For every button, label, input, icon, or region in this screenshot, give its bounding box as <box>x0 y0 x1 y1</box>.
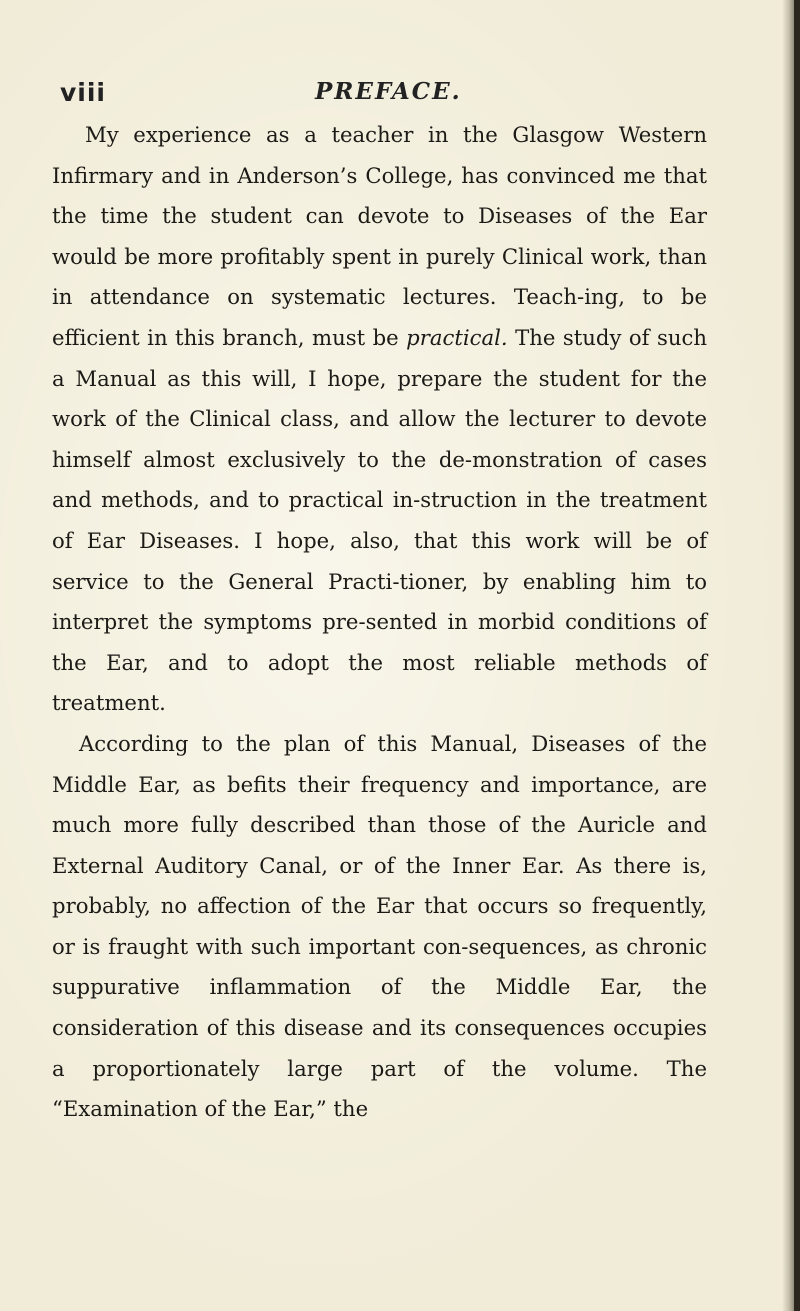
paragraph-1-text-b: The study of such a Manual as this will, I hope, prepare the student for the work of the Clinical class, and allow the lecturer to devote himself almost exclusively to the de-monstration of cases and methods, and to practical in-struction in the treatment of Ear Diseases. I hope, also, that this work will be of service to the General Practi-tioner, by enabling him to interpret the symptoms pre-sented in morbid conditions of the Ear, and to adopt the most reliable methods of treatment. <box>52 324 707 716</box>
page-number: viii <box>60 78 107 107</box>
page-edge <box>794 0 800 1311</box>
paragraph-1-text-a: My experience as a teacher in the Glasgow Western Infirmary and in Anderson’s College, has convinced me that the time the student can devote to Diseases of the Ear would be more profitably spent in purely Clinical work, than in attendance on systematic lectures. Teach-ing, to be efficient in this branch, must be <box>52 122 707 350</box>
emphasis-practical: practical. <box>406 324 508 350</box>
paragraph-2: According to the plan of this Manual, Diseases of the Middle Ear, as befits their frequency and importance, are much more fully described than those of the Auricle and External Auditory Canal, or of the Inner Ear. As there is, probably, no affection of the Ear that occurs so frequently, or is fraught with such important con-sequences, as chronic suppurative inflammation of the Middle Ear, the consideration of this disease and its consequences occupies a proportionately large part of the volume. The “Examination of the Ear,” the <box>52 730 707 1122</box>
body-text <box>52 115 707 1130</box>
running-title: PREFACE. <box>315 78 462 105</box>
paragraph-1 <box>52 115 707 724</box>
page-header <box>60 78 700 114</box>
